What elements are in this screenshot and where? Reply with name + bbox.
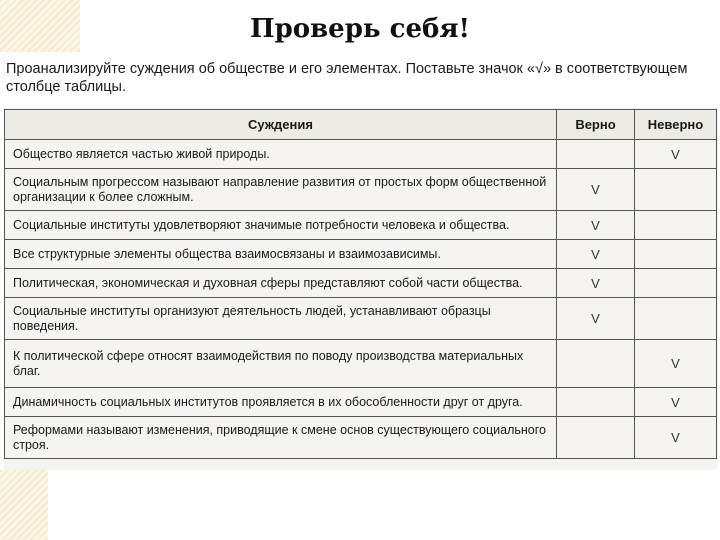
correct-mark: V [557, 298, 635, 340]
correct-mark [557, 388, 635, 417]
task-instruction: Проанализируйте суждения об обществе и его элементах. Поставьте значок «√» в соответствующем столбце таблицы. [6, 61, 688, 95]
table-row [5, 140, 717, 169]
correct-mark [557, 417, 635, 459]
correct-mark: V [557, 240, 635, 269]
decorative-stripes-bottom [0, 470, 48, 540]
table-row [5, 240, 717, 269]
judgement-text: Политическая, экономическая и духовная сферы представляют собой части общества. [5, 269, 557, 298]
table-row [5, 417, 717, 459]
judgement-text: К политической сфере относят взаимодействия по поводу производства материальных благ. [5, 340, 557, 388]
table-row [5, 269, 717, 298]
judgement-text: Реформами называют изменения, приводящие к смене основ существующего социального строя. [5, 417, 557, 459]
incorrect-mark [635, 298, 717, 340]
header-judgements: Суждения [5, 110, 557, 140]
table-header-row [5, 110, 717, 140]
incorrect-mark [635, 269, 717, 298]
table-row [5, 388, 717, 417]
slide-title: Проверь себя! [250, 14, 470, 44]
table-row [5, 340, 717, 388]
incorrect-mark [635, 240, 717, 269]
incorrect-mark [635, 211, 717, 240]
judgement-text: Социальные институты организуют деятельность людей, устанавливают образцы поведения. [5, 298, 557, 340]
incorrect-mark: V [635, 388, 717, 417]
correct-mark: V [557, 211, 635, 240]
judgements-table [4, 109, 717, 459]
table-row [5, 169, 717, 211]
table-row [5, 298, 717, 340]
incorrect-mark [635, 169, 717, 211]
header-incorrect: Неверно [635, 110, 717, 140]
table-row [5, 211, 717, 240]
incorrect-mark: V [635, 340, 717, 388]
correct-mark: V [557, 269, 635, 298]
correct-mark: V [557, 169, 635, 211]
correct-mark [557, 140, 635, 169]
judgement-text: Динамичность социальных институтов проявляется в их обособленности друг от друга. [5, 388, 557, 417]
correct-mark [557, 340, 635, 388]
judgement-text: Общество является частью живой природы. [5, 140, 557, 169]
judgement-text: Социальным прогрессом называют направление развития от простых форм общественной организации к более сложным. [5, 169, 557, 211]
judgement-text: Социальные институты удовлетворяют значимые потребности человека и общества. [5, 211, 557, 240]
header-correct: Верно [557, 110, 635, 140]
incorrect-mark: V [635, 140, 717, 169]
incorrect-mark: V [635, 417, 717, 459]
judgement-text: Все структурные элементы общества взаимосвязаны и взаимозависимы. [5, 240, 557, 269]
